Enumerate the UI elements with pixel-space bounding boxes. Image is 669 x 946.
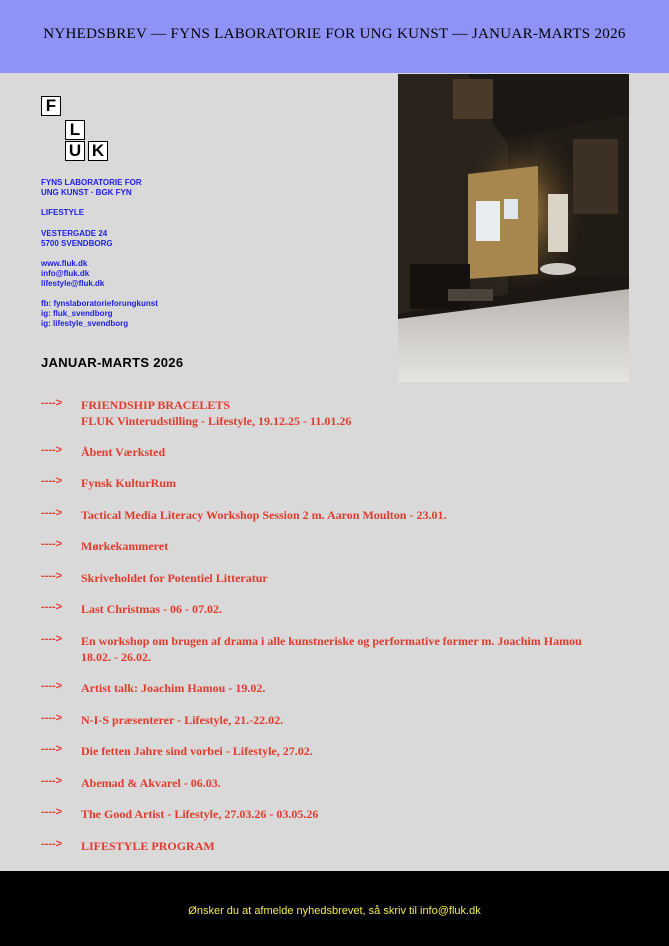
- program-link[interactable]: The Good Artist - Lifestyle, 27.03.26 - 03.05.26: [81, 807, 319, 821]
- instagram-link-lifestyle[interactable]: ig: lifestyle_svendborg: [41, 319, 129, 328]
- program-item-title: FRIENDSHIP BRACELETS: [81, 398, 231, 412]
- logo-letter-u: U: [65, 141, 85, 161]
- address-line1: VESTERGADE 24: [41, 229, 108, 238]
- org-name-line2: UNG KUNST · BGK FYN: [41, 188, 132, 197]
- program-item-subtitle: 18.02. - 26.02.: [81, 650, 151, 664]
- facebook-link[interactable]: fb: fynslaboratorieforungkunst: [41, 299, 158, 308]
- email-link-info[interactable]: info@fluk.dk: [41, 269, 90, 278]
- instagram-link-fluk[interactable]: ig: fluk_svendborg: [41, 309, 113, 318]
- program-item-title: En workshop om brugen af drama i alle kunstneriske og performative former m. Joachim Hamou: [81, 634, 582, 648]
- arrow-marker: ---->: [41, 633, 63, 645]
- arrow-marker: ---->: [41, 775, 63, 787]
- footer: [0, 871, 669, 946]
- address-line2: 5700 SVENDBORG: [41, 239, 113, 248]
- newsletter-header: [0, 0, 669, 73]
- program-link[interactable]: [81, 633, 631, 665]
- arrow-marker: ---->: [41, 601, 63, 613]
- venue-name: LIFESTYLE: [41, 208, 85, 217]
- logo-letter-f: F: [41, 96, 61, 116]
- logo-letter-k: K: [88, 141, 108, 161]
- program-link[interactable]: Åbent Værksted: [81, 445, 166, 459]
- program-link[interactable]: Die fetten Jahre sind vorbei - Lifestyle, 27.02.: [81, 744, 313, 758]
- program-item-subtitle: FLUK Vinterudstilling - Lifestyle, 19.12.25 - 11.01.26: [81, 414, 352, 428]
- logo-letter-l: L: [65, 120, 85, 140]
- arrow-marker: ---->: [41, 538, 63, 550]
- unsubscribe-text[interactable]: Ønsker du at afmelde nyhedsbrevet, så skriv til info@fluk.dk: [188, 905, 481, 917]
- program-link[interactable]: LIFESTYLE PROGRAM: [81, 839, 215, 853]
- arrow-marker: ---->: [41, 507, 63, 519]
- fluk-logo: [41, 96, 109, 163]
- website-link[interactable]: www.fluk.dk: [41, 259, 88, 268]
- program-link[interactable]: Artist talk: Joachim Hamou - 19.02.: [81, 681, 266, 695]
- arrow-marker: ---->: [41, 570, 63, 582]
- program-link[interactable]: N-I-S præsenterer - Lifestyle, 21.-22.02.: [81, 713, 284, 727]
- program-link[interactable]: Fynsk KulturRum: [81, 476, 177, 490]
- program-link[interactable]: Last Christmas - 06 - 07.02.: [81, 602, 222, 616]
- program-link[interactable]: Tactical Media Literacy Workshop Session 2 m. Aaron Moulton - 23.01.: [81, 508, 447, 522]
- arrow-marker: ---->: [41, 475, 63, 487]
- arrow-marker: ---->: [41, 838, 63, 850]
- arrow-marker: ---->: [41, 743, 63, 755]
- program-link[interactable]: Mørkekammeret: [81, 539, 169, 553]
- arrow-marker: ---->: [41, 444, 63, 456]
- doorway: [548, 194, 568, 252]
- newsletter-title: NYHEDSBREV –– FYNS LABORATORIE FOR UNG KUNST –– JANUAR-MARTS 2026: [43, 26, 626, 42]
- arrow-marker: ---->: [41, 712, 63, 724]
- period-heading: JANUAR-MARTS 2026: [41, 355, 184, 370]
- courtyard-photo: [398, 74, 629, 382]
- arrow-marker: ---->: [41, 806, 63, 818]
- arrow-marker: ---->: [41, 397, 63, 409]
- lit-window-1: [476, 201, 500, 241]
- program-link[interactable]: [81, 397, 631, 429]
- email-link-lifestyle[interactable]: lifestyle@fluk.dk: [41, 279, 105, 288]
- org-name-line1: FYNS LABORATORIE FOR: [41, 178, 142, 187]
- lit-window-2: [504, 199, 518, 219]
- arrow-marker: ---->: [41, 680, 63, 692]
- program-link[interactable]: Abemad & Akvarel - 06.03.: [81, 776, 221, 790]
- program-link[interactable]: Skriveholdet for Potentiel Litteratur: [81, 571, 268, 585]
